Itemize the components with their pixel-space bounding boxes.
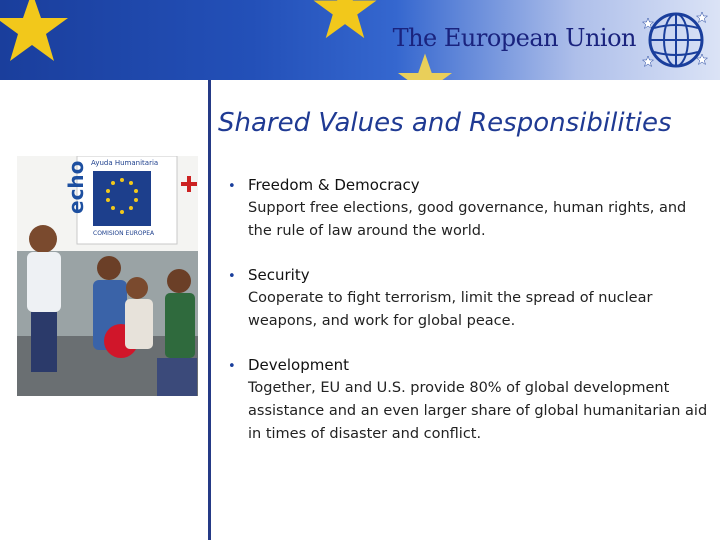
bullet-list [228, 175, 713, 468]
banner-text-echo: echo [64, 160, 88, 214]
bullet-icon: • [228, 359, 236, 374]
header-title: The European Union [392, 24, 636, 52]
vertical-divider [208, 80, 211, 540]
list-item [228, 265, 713, 333]
eu-star-icon [310, 0, 380, 46]
globe-icon [642, 6, 710, 74]
list-item [228, 355, 713, 446]
photo-illustration [17, 156, 198, 396]
eu-star-icon [0, 0, 72, 70]
bullet-icon: • [228, 179, 236, 194]
bullet-description: Together, EU and U.S. provide 80% of global development assistance and an even larger share of global humanitarian aid in times of disaster and conflict. [248, 380, 708, 442]
bullet-description: Support free elections, good governance, human rights, and the rule of law around the world. [248, 200, 687, 239]
bullet-icon: • [228, 269, 236, 284]
slide-title: Shared Values and Responsibilities [218, 108, 672, 138]
eu-star-icon [395, 52, 455, 80]
children-photo [17, 156, 198, 396]
bullet-heading: Development [248, 356, 349, 374]
banner-text-humanitaria: Ayuda Humanitaria [91, 159, 159, 167]
bullet-description: Cooperate to fight terrorism, limit the spread of nuclear weapons, and work for global peace. [248, 290, 653, 329]
header-banner [0, 0, 720, 80]
list-item [228, 175, 713, 243]
banner-text-comision: COMISION EUROPEA [93, 230, 155, 237]
bullet-heading: Security [248, 266, 310, 284]
bullet-heading: Freedom & Democracy [248, 176, 420, 194]
